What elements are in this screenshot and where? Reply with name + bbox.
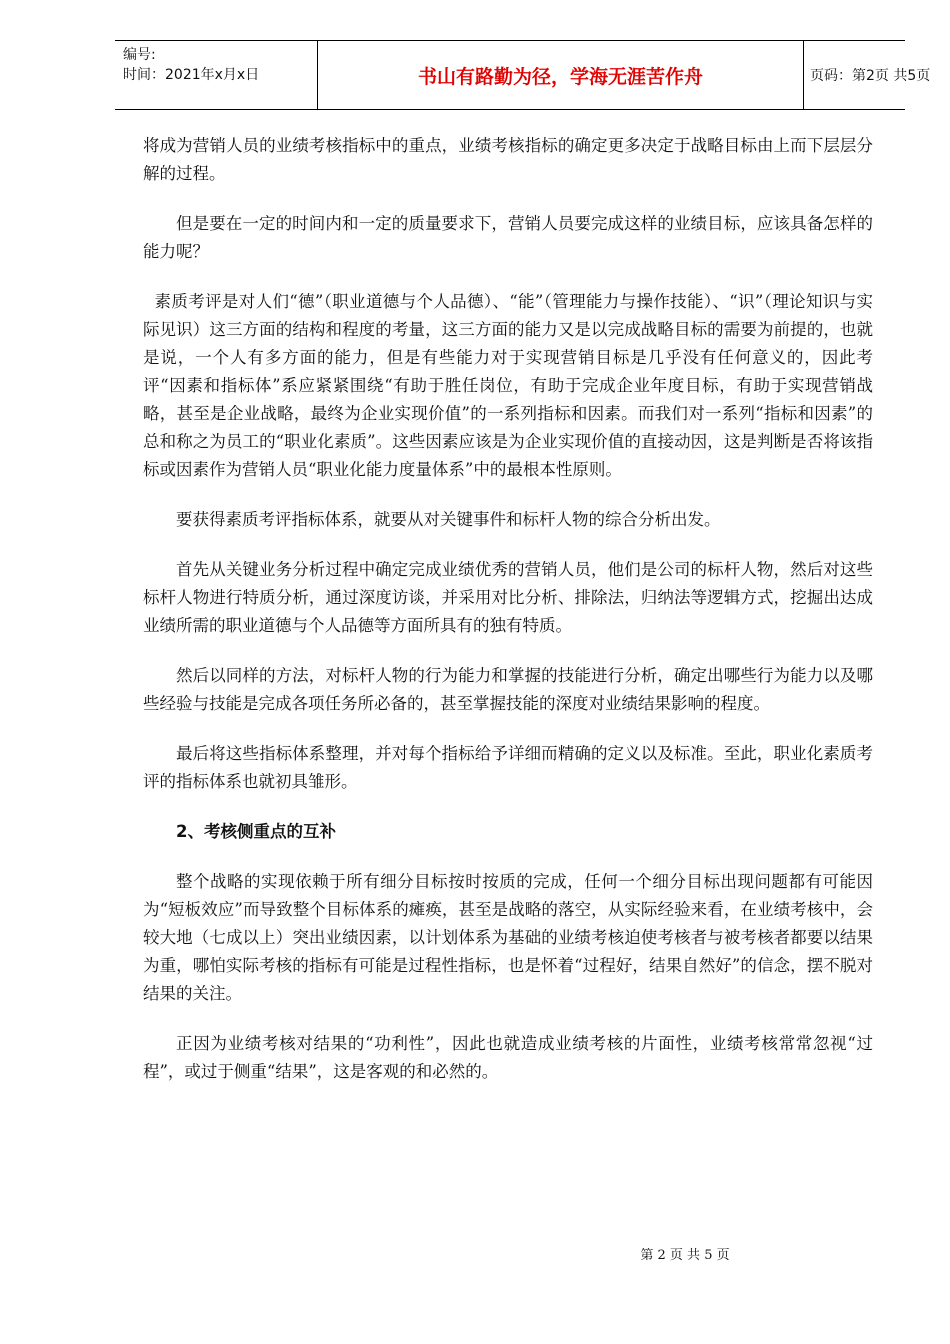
paragraph: 要获得素质考评指标体系，就要从对关键事件和标杆人物的综合分析出发。 [176,510,721,529]
header-page-number: 页码：第2页 共5页 [810,68,931,84]
page-footer: 第 2 页 共 5 页 [640,1248,730,1263]
paragraph: 素质考评是对人们“德”（职业道德与个人品德）、“能”（管理能力与操作技能）、“识”（理论知识与实际见识）这三方面的结构和程度的考量，这三方面的能力又是以完成战略目标的需要为前提的，也就是说，一个人有多方面的能力，但是有些能力对于实现营销目标是几乎没有任何意义的，因此考评“因素和指标体”系应紧紧围绕“有助于胜任岗位，有助于完成企业年度目标，有助于实现营销战略，甚至是企业战略，最终为企业实现价值”的一系列指标和因素。而我们对一系列“指标和因素”的总和称之为员工的“职业化素质”。这些因素应该是为企业实现价值的直接动因，这是判断是否将该指标或因素作为营销人员“职业化能力度量体系”中的最根本性原则。 [143,292,873,479]
header-meta [115,41,317,109]
page-header [115,40,931,110]
section-heading: 2、考核侧重点的互补 [176,822,336,841]
document-number-label: 编号: [123,47,156,63]
paragraph: 最后将这些指标体系整理，并对每个指标给予详细而精确的定义以及标准。至此，职业化素质考评的指标体系也就初具雏形。 [143,744,873,791]
paragraph: 整个战略的实现依赖于所有细分目标按时按质的完成，任何一个细分目标出现问题都有可能因为“短板效应”而导致整个目标体系的瘫痪，甚至是战略的落空，从实际经验来看，在业绩考核中，会较大地（七成以上）突出业绩因素，以计划体系为基础的业绩考核迫使考核者与被考核者都要以结果为重，哪怕实际考核的指标有可能是过程性指标，也是怀着“过程好，结果自然好”的信念，摆不脱对结果的关注。 [143,872,873,1003]
document-body [143,132,873,1108]
paragraph: 首先从关键业务分析过程中确定完成业绩优秀的营销人员，他们是公司的标杆人物，然后对这些标杆人物进行特质分析，通过深度访谈，并采用对比分析、排除法，归纳法等逻辑方式，挖掘出达成业绩所需的职业道德与个人品德等方面所具有的独有特质。 [143,560,873,635]
header-motto: 书山有路勤为径，学海无涯苦作舟 [317,41,804,109]
document-date: 时间：2021年x月x日 [123,67,260,83]
paragraph: 但是要在一定的时间内和一定的质量要求下，营销人员要完成这样的业绩目标，应该具备怎样的能力呢？ [143,214,873,261]
paragraph: 将成为营销人员的业绩考核指标中的重点，业绩考核指标的确定更多决定于战略目标由上而下层层分解的过程。 [143,136,873,183]
paragraph: 然后以同样的方法，对标杆人物的行为能力和掌握的技能进行分析，确定出哪些行为能力以及哪些经验与技能是完成各项任务所必备的，甚至掌握技能的深度对业绩结果影响的程度。 [143,666,873,713]
paragraph: 正因为业绩考核对结果的“功利性”，因此也就造成业绩考核的片面性，业绩考核常常忽视“过程”，或过于侧重“结果”，这是客观的和必然的。 [143,1034,873,1081]
